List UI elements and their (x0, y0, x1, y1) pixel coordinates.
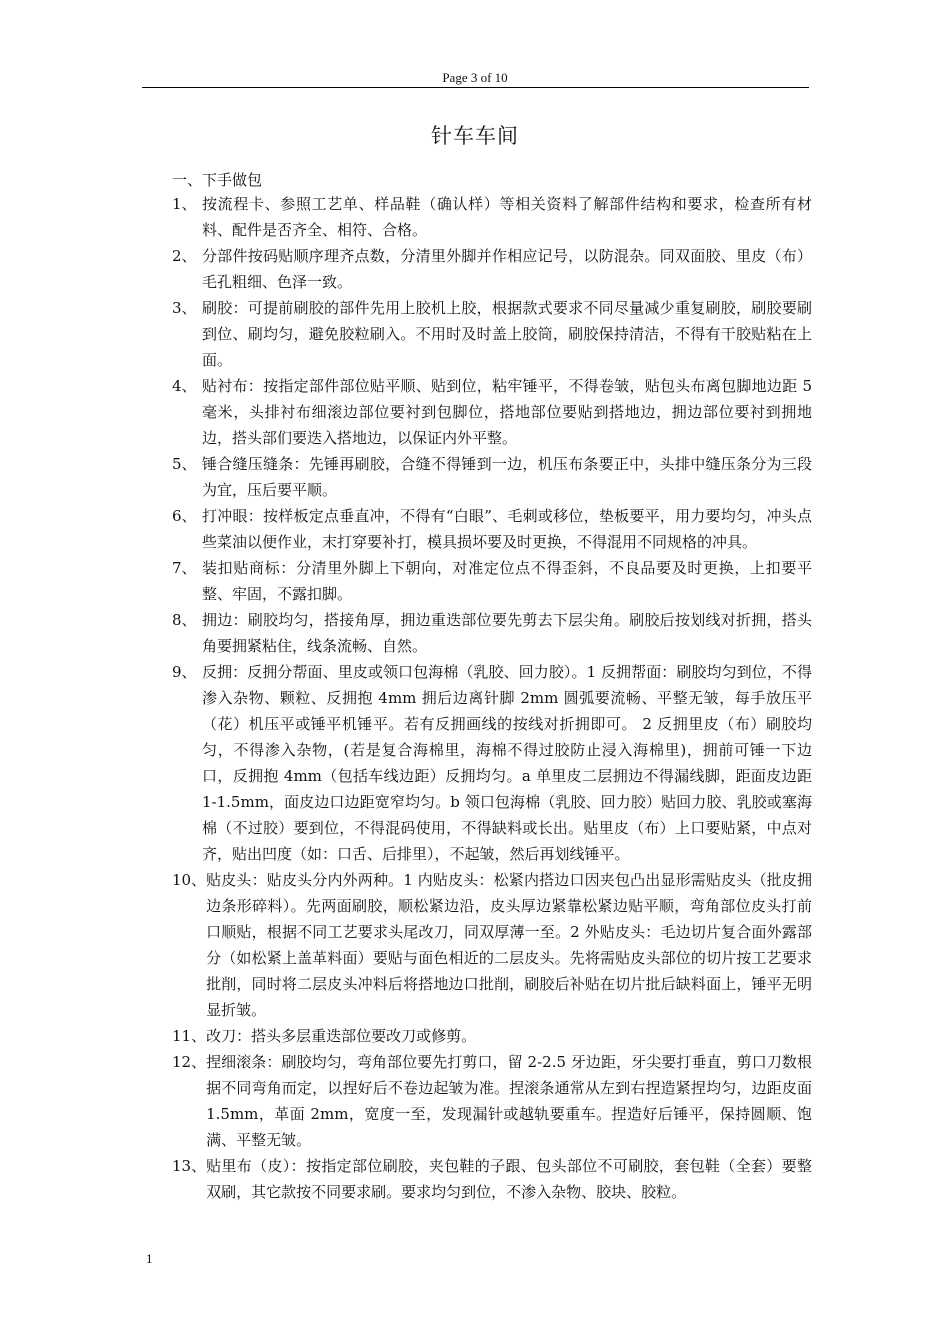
list-item (172, 295, 812, 373)
list-item (172, 607, 812, 659)
item-number: 3、 (172, 299, 197, 317)
item-number: 11、 (172, 1027, 207, 1045)
item-text: 分部件按码贴顺序理齐点数，分清里外脚并作相应记号，以防混杂。同双面胶、里皮（布）毛孔粗细、色泽一致。 (202, 247, 812, 291)
item-number: 12、 (172, 1053, 207, 1071)
item-text: 打冲眼：按样板定点垂直冲，不得有“白眼”、毛刺或移位，垫板要平，用力要均匀，冲头点些菜油以便作业，末打穿要补打，模具损坏要及时更换，不得混用不同规格的冲具。 (202, 507, 812, 551)
item-text: 改刀：搭头多层重迭部位要改刀或修剪。 (206, 1027, 477, 1045)
list-item (172, 451, 812, 503)
list-item (172, 659, 812, 867)
item-number: 13、 (172, 1157, 207, 1175)
item-number: 7、 (172, 559, 197, 577)
item-number: 10、 (172, 871, 207, 889)
list-item (172, 555, 812, 607)
item-text: 锤合缝压缝条：先锤再刷胶，合缝不得锤到一边，机压布条要正中，头排中缝压条分为三段为宜，压后要平顺。 (202, 455, 812, 499)
item-text: 装扣贴商标：分清里外脚上下朝向，对准定位点不得歪斜，不良品要及时更换，上扣要平整、牢固，不露扣脚。 (202, 559, 812, 603)
item-text: 贴皮头：贴皮头分内外两种。1 内贴皮头：松紧内搭边口因夹包凸出显形需贴皮头（批皮拥边条形碎料）。先两面刷胶，顺松紧边沿，皮头厚边紧靠松紧边贴平顺，弯角部位皮头打前口顺贴，根据不同工艺要求头尾改刀，同双厚薄一至。2 外贴皮头：毛边切片复合面外露部分（如松紧上盖革料面）要贴与面色相近的二层皮头。先将需贴皮头部位的切片按工艺要求批削，同时将二层皮头冲料后将搭地边口批削，刷胶后补贴在切片批后缺料面上，锤平无明显折皱。 (206, 871, 812, 1019)
list-item (172, 503, 812, 555)
item-number: 6、 (172, 507, 197, 525)
item-number: 4、 (172, 377, 197, 395)
page-header: Page 3 of 10 (442, 70, 508, 85)
item-text: 拥边：刷胶均匀，搭接角厚，拥边重迭部位要先剪去下层尖角。刷胶后按划线对折拥，搭头角要拥紧粘住，线条流畅、自然。 (202, 611, 812, 655)
item-text: 反拥：反拥分帮面、里皮或领口包海棉（乳胶、回力胶）。1 反拥帮面：刷胶均匀到位，不得渗入杂物、颗粒、反拥抱 4mm 拥后边离针脚 2mm 圆弧要流畅、平整无皱，每手放压平（花）机压平或锤平机锤平。若有反拥画线的按线对折拥即可。 2 反拥里皮（布）刷胶均匀，不得渗入杂物，(若是复合海棉里，海棉不得过胶防止浸入海棉里)，拥前可锤一下边口，反拥抱 4mm（包括车线边距）反拥均匀。a 单里皮二层拥边不得漏线脚，距面皮边距 1-1.5mm，面皮边口边距宽窄均匀。b 领口包海棉（乳胶、回力胶）贴回力胶、乳胶或塞海棉（不过胶）要到位，不得混码使用，不得缺料或长出。贴里皮（布）上口要贴紧，中点对齐，贴出凹度（如：口舌、后排里），不起皱，然后再划线锤平。 (202, 663, 812, 863)
list-item (172, 1153, 812, 1205)
list-item (172, 1023, 812, 1049)
item-text: 刷胶：可提前刷胶的部件先用上胶机上胶，根据款式要求不同尽量减少重复刷胶，刷胶要刷到位、刷均匀，避免胶粒刷入。不用时及时盖上胶筒，刷胶保持清洁，不得有干胶贴粘在上面。 (202, 299, 812, 369)
item-text: 贴衬布：按指定部件部位贴平顺、贴到位，粘牢锤平，不得卷皱，贴包头布离包脚地边距 5 毫米，头排衬布细滚边部位要衬到包脚位，搭地部位要贴到搭地边，拥边部位要衬到拥地边，搭头部们要迭入搭地边，以保证内外平整。 (202, 377, 812, 447)
page-title: 针车车间 (431, 124, 519, 148)
list-item (172, 243, 812, 295)
item-number: 2、 (172, 247, 197, 265)
section-heading: 一、下手做包 (172, 171, 263, 189)
instruction-list (172, 191, 812, 1205)
list-item (172, 373, 812, 451)
footer-page-number: 1 (146, 1251, 153, 1266)
item-text: 贴里布（皮）：按指定部位刷胶，夹包鞋的子跟、包头部位不可刷胶，套包鞋（全套）要整双刷，其它款按不同要求刷。要求均匀到位，不渗入杂物、胶块、胶粒。 (206, 1157, 812, 1201)
item-text: 捏细滚条：刷胶均匀，弯角部位要先打剪口，留 2-2.5 牙边距，牙尖要打垂直，剪口刀数根据不同弯角而定，以捏好后不卷边起皱为准。捏滚条通常从左到右捏造紧捏均匀，边距皮面 1.5mm，革面 2mm，宽度一至，发现漏针或越轨要重车。捏造好后锤平，保持圆顺、饱满、平整无皱。 (206, 1053, 812, 1149)
item-number: 1、 (172, 195, 197, 213)
list-item (172, 191, 812, 243)
item-number: 9、 (172, 663, 197, 681)
list-item (172, 1049, 812, 1153)
item-number: 5、 (172, 455, 197, 473)
item-number: 8、 (172, 611, 197, 629)
header-rule (142, 87, 809, 88)
item-text: 按流程卡、参照工艺单、样品鞋（确认样）等相关资料了解部件结构和要求，检查所有材料、配件是否齐全、相符、合格。 (202, 195, 812, 239)
list-item (172, 867, 812, 1023)
